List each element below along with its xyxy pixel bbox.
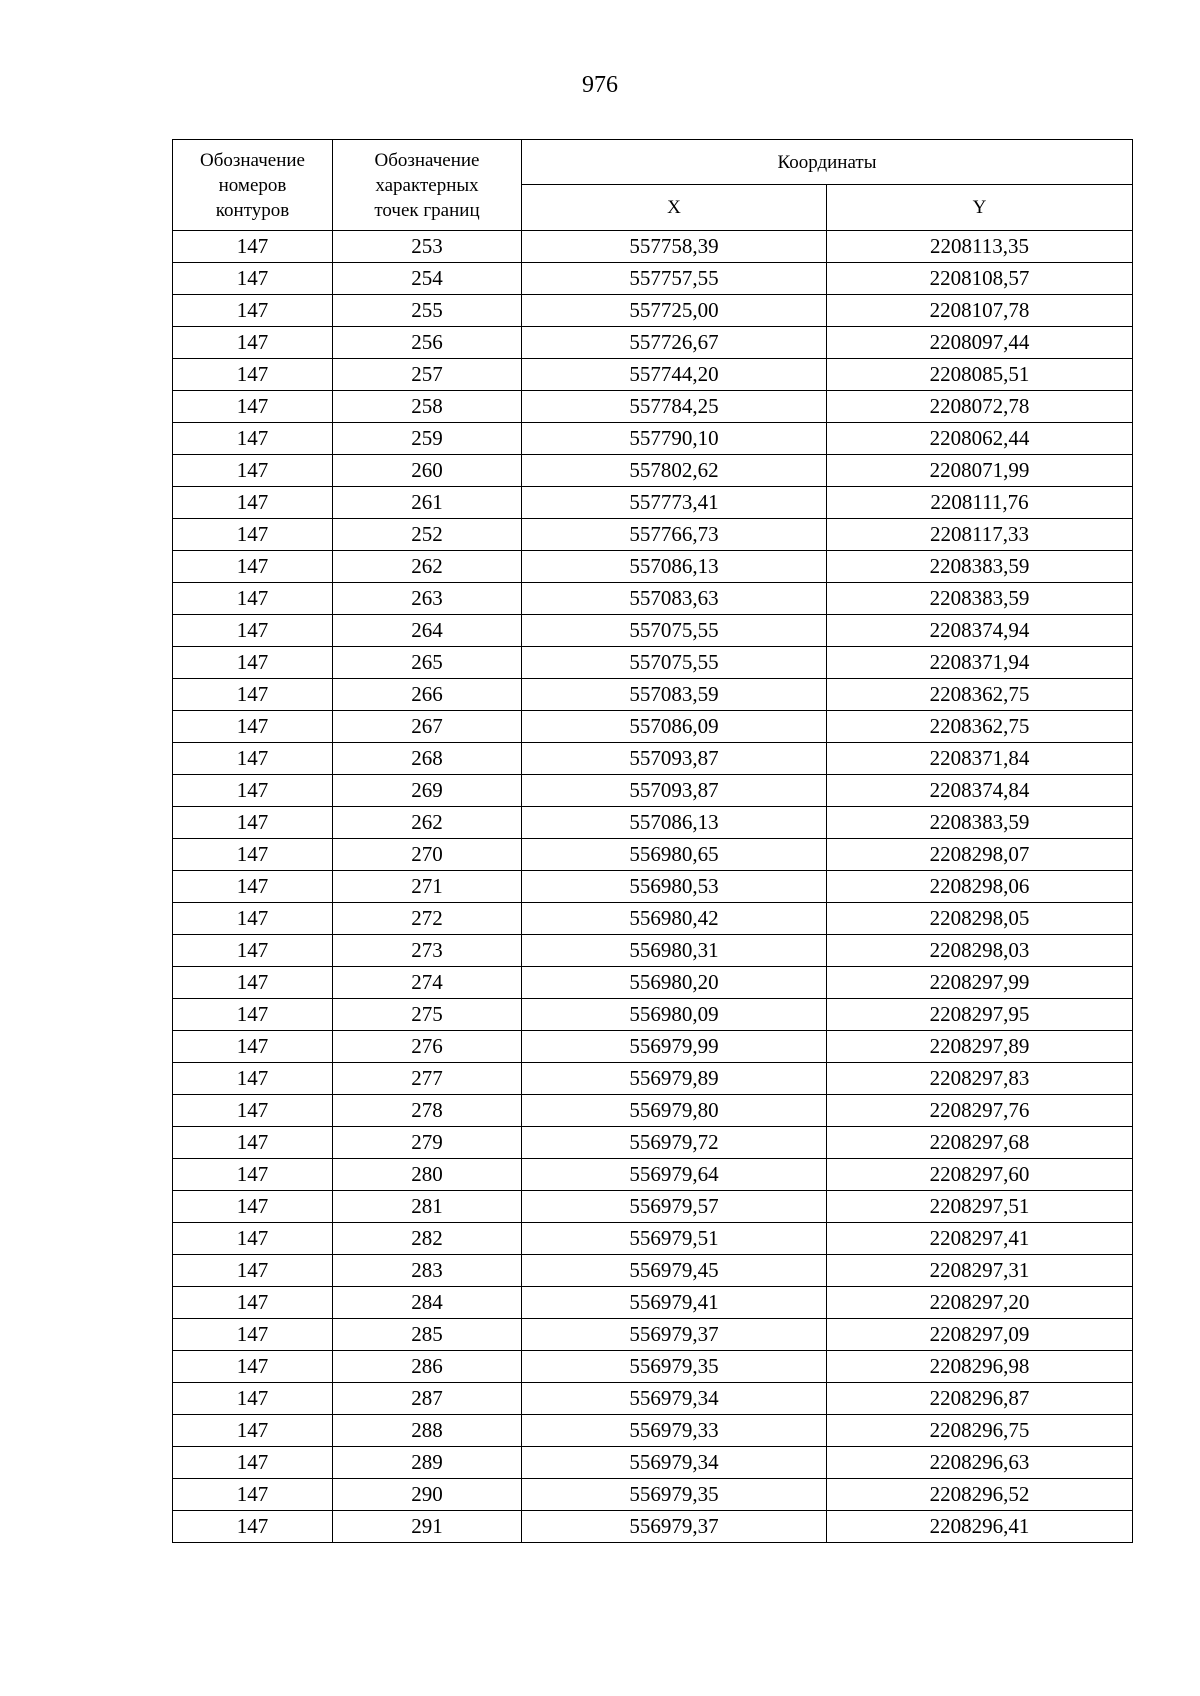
y-coordinate-cell: 2208097,44	[827, 327, 1133, 359]
y-coordinate-cell: 2208371,84	[827, 743, 1133, 775]
table-row	[173, 711, 1133, 743]
table-row	[173, 1095, 1133, 1127]
point-number-cell: 268	[333, 743, 522, 775]
contour-number-cell: 147	[173, 327, 333, 359]
x-coordinate-cell: 557086,13	[522, 807, 827, 839]
contour-number-cell: 147	[173, 455, 333, 487]
point-number-cell: 274	[333, 967, 522, 999]
point-number-cell: 286	[333, 1351, 522, 1383]
table-row	[173, 999, 1133, 1031]
y-coordinate-cell: 2208383,59	[827, 551, 1133, 583]
point-number-cell: 263	[333, 583, 522, 615]
contour-number-cell: 147	[173, 967, 333, 999]
x-coordinate-cell: 557725,00	[522, 295, 827, 327]
contour-header-line: контуров	[215, 199, 290, 221]
x-coordinate-cell: 556979,34	[522, 1383, 827, 1415]
y-coordinate-cell: 2208297,31	[827, 1255, 1133, 1287]
contour-number-cell: 147	[173, 423, 333, 455]
table-row	[173, 1223, 1133, 1255]
coordinates-header: Координаты	[522, 140, 1133, 185]
table-row	[173, 807, 1133, 839]
x-coordinate-cell: 557093,87	[522, 775, 827, 807]
y-coordinate-cell: 2208374,94	[827, 615, 1133, 647]
x-coordinate-cell: 557083,63	[522, 583, 827, 615]
table-row	[173, 391, 1133, 423]
y-coordinate-cell: 2208117,33	[827, 519, 1133, 551]
y-coordinate-cell: 2208296,41	[827, 1511, 1133, 1543]
x-coordinate-cell: 557086,13	[522, 551, 827, 583]
contour-number-cell: 147	[173, 295, 333, 327]
table-row	[173, 839, 1133, 871]
y-coordinate-cell: 2208297,68	[827, 1127, 1133, 1159]
y-coordinate-cell: 2208071,99	[827, 455, 1133, 487]
table-row	[173, 231, 1133, 263]
contour-number-cell: 147	[173, 903, 333, 935]
point-number-cell: 281	[333, 1191, 522, 1223]
contour-number-cell: 147	[173, 871, 333, 903]
x-coordinate-cell: 556979,89	[522, 1063, 827, 1095]
table-row	[173, 1383, 1133, 1415]
y-coordinate-cell: 2208296,63	[827, 1447, 1133, 1479]
y-coordinate-cell: 2208383,59	[827, 583, 1133, 615]
point-number-cell: 283	[333, 1255, 522, 1287]
contour-number-cell: 147	[173, 1095, 333, 1127]
contour-number-cell: 147	[173, 1479, 333, 1511]
y-coordinate-cell: 2208298,07	[827, 839, 1133, 871]
x-coordinate-cell: 556979,41	[522, 1287, 827, 1319]
x-coordinate-cell: 556980,42	[522, 903, 827, 935]
contour-number-cell: 147	[173, 359, 333, 391]
contour-number-cell: 147	[173, 1351, 333, 1383]
table-row	[173, 903, 1133, 935]
x-coordinate-cell: 557086,09	[522, 711, 827, 743]
y-coordinate-cell: 2208107,78	[827, 295, 1133, 327]
table-row	[173, 1255, 1133, 1287]
y-coordinate-cell: 2208297,51	[827, 1191, 1133, 1223]
contour-number-cell: 147	[173, 743, 333, 775]
x-coordinate-cell: 556980,31	[522, 935, 827, 967]
x-coordinate-cell: 556980,09	[522, 999, 827, 1031]
x-coordinate-cell: 556979,45	[522, 1255, 827, 1287]
x-coordinate-cell: 556980,20	[522, 967, 827, 999]
y-coordinate-cell: 2208297,99	[827, 967, 1133, 999]
point-number-cell: 273	[333, 935, 522, 967]
table-row	[173, 327, 1133, 359]
table-row	[173, 935, 1133, 967]
point-number-cell: 289	[333, 1447, 522, 1479]
x-coordinate-cell: 556979,99	[522, 1031, 827, 1063]
table-row	[173, 295, 1133, 327]
table-row	[173, 871, 1133, 903]
table-row	[173, 775, 1133, 807]
y-coordinate-cell: 2208297,76	[827, 1095, 1133, 1127]
contour-number-cell: 147	[173, 231, 333, 263]
x-coordinate-cell: 556980,53	[522, 871, 827, 903]
x-coordinate-cell: 557790,10	[522, 423, 827, 455]
point-number-cell: 285	[333, 1319, 522, 1351]
x-coordinate-cell: 556979,72	[522, 1127, 827, 1159]
table-header	[173, 140, 1133, 231]
table-row	[173, 1319, 1133, 1351]
y-coordinate-cell: 2208297,20	[827, 1287, 1133, 1319]
point-number-cell: 266	[333, 679, 522, 711]
point-number-cell: 267	[333, 711, 522, 743]
x-coordinate-cell: 557802,62	[522, 455, 827, 487]
point-number-cell: 265	[333, 647, 522, 679]
table-row	[173, 1127, 1133, 1159]
point-number-cell: 284	[333, 1287, 522, 1319]
contour-number-cell: 147	[173, 1383, 333, 1415]
point-number-cell: 287	[333, 1383, 522, 1415]
y-coordinate-cell: 2208298,06	[827, 871, 1133, 903]
point-header-line: Обозначение	[374, 149, 480, 171]
contour-number-cell: 147	[173, 807, 333, 839]
point-number-cell: 272	[333, 903, 522, 935]
x-coordinate-cell: 556979,33	[522, 1415, 827, 1447]
point-number-cell: 261	[333, 487, 522, 519]
y-coordinate-cell: 2208296,52	[827, 1479, 1133, 1511]
point-number-cell: 256	[333, 327, 522, 359]
x-coordinate-cell: 557075,55	[522, 647, 827, 679]
contour-number-cell: 147	[173, 615, 333, 647]
point-header-line: характерных	[375, 174, 479, 196]
table-row	[173, 1415, 1133, 1447]
contour-number-cell: 147	[173, 1127, 333, 1159]
table-row	[173, 1479, 1133, 1511]
table-row	[173, 455, 1133, 487]
contour-number-cell: 147	[173, 775, 333, 807]
x-coordinate-cell: 557093,87	[522, 743, 827, 775]
x-coordinate-cell: 557757,55	[522, 263, 827, 295]
table-row	[173, 967, 1133, 999]
contour-number-cell: 147	[173, 999, 333, 1031]
y-coordinate-cell: 2208362,75	[827, 711, 1133, 743]
table-row	[173, 1031, 1133, 1063]
y-coordinate-cell: 2208085,51	[827, 359, 1133, 391]
y-coordinate-cell: 2208383,59	[827, 807, 1133, 839]
point-header-line: точек границ	[374, 199, 480, 221]
y-coordinate-cell: 2208371,94	[827, 647, 1133, 679]
contour-header-line: Обозначение	[200, 149, 305, 171]
y-coordinate-cell: 2208374,84	[827, 775, 1133, 807]
contour-number-cell: 147	[173, 1191, 333, 1223]
table-body	[173, 231, 1133, 1543]
contour-number-cell: 147	[173, 551, 333, 583]
point-number-cell: 262	[333, 551, 522, 583]
x-coordinate-cell: 557744,20	[522, 359, 827, 391]
x-coordinate-cell: 556979,35	[522, 1351, 827, 1383]
coordinates-table	[172, 139, 1133, 1543]
table-row	[173, 551, 1133, 583]
x-coordinate-cell: 556979,35	[522, 1479, 827, 1511]
contour-number-header	[173, 140, 333, 231]
point-number-cell: 279	[333, 1127, 522, 1159]
point-number-cell: 270	[333, 839, 522, 871]
contour-number-cell: 147	[173, 1511, 333, 1543]
contour-number-cell: 147	[173, 263, 333, 295]
y-header: Y	[827, 185, 1133, 231]
point-number-cell: 258	[333, 391, 522, 423]
x-coordinate-cell: 556979,37	[522, 1319, 827, 1351]
point-number-cell: 280	[333, 1159, 522, 1191]
table-row	[173, 359, 1133, 391]
contour-header-line: номеров	[218, 174, 287, 196]
y-coordinate-cell: 2208113,35	[827, 231, 1133, 263]
y-coordinate-cell: 2208297,60	[827, 1159, 1133, 1191]
contour-number-cell: 147	[173, 519, 333, 551]
x-coordinate-cell: 556979,64	[522, 1159, 827, 1191]
y-coordinate-cell: 2208297,95	[827, 999, 1133, 1031]
contour-number-cell: 147	[173, 583, 333, 615]
y-coordinate-cell: 2208298,03	[827, 935, 1133, 967]
point-number-cell: 271	[333, 871, 522, 903]
y-coordinate-cell: 2208297,09	[827, 1319, 1133, 1351]
point-number-cell: 260	[333, 455, 522, 487]
y-coordinate-cell: 2208072,78	[827, 391, 1133, 423]
y-coordinate-cell: 2208297,41	[827, 1223, 1133, 1255]
contour-number-cell: 147	[173, 1415, 333, 1447]
y-coordinate-cell: 2208108,57	[827, 263, 1133, 295]
x-coordinate-cell: 556980,65	[522, 839, 827, 871]
table-row	[173, 263, 1133, 295]
contour-number-cell: 147	[173, 1031, 333, 1063]
table-row	[173, 1351, 1133, 1383]
table-row	[173, 615, 1133, 647]
y-coordinate-cell: 2208296,98	[827, 1351, 1133, 1383]
y-coordinate-cell: 2208296,87	[827, 1383, 1133, 1415]
x-coordinate-cell: 557726,67	[522, 327, 827, 359]
table-row	[173, 583, 1133, 615]
contour-number-cell: 147	[173, 1063, 333, 1095]
contour-number-cell: 147	[173, 1223, 333, 1255]
point-number-cell: 254	[333, 263, 522, 295]
y-coordinate-cell: 2208297,89	[827, 1031, 1133, 1063]
x-coordinate-cell: 556979,51	[522, 1223, 827, 1255]
x-coordinate-cell: 557075,55	[522, 615, 827, 647]
x-coordinate-cell: 557758,39	[522, 231, 827, 263]
contour-number-cell: 147	[173, 839, 333, 871]
contour-number-cell: 147	[173, 1255, 333, 1287]
x-coordinate-cell: 556979,57	[522, 1191, 827, 1223]
table-row	[173, 1063, 1133, 1095]
contour-number-cell: 147	[173, 1287, 333, 1319]
table-row	[173, 487, 1133, 519]
x-coordinate-cell: 557784,25	[522, 391, 827, 423]
point-number-cell: 269	[333, 775, 522, 807]
point-number-cell: 276	[333, 1031, 522, 1063]
table-row	[173, 1191, 1133, 1223]
point-number-cell: 262	[333, 807, 522, 839]
point-number-cell: 277	[333, 1063, 522, 1095]
point-number-cell: 259	[333, 423, 522, 455]
contour-number-cell: 147	[173, 711, 333, 743]
x-coordinate-cell: 557766,73	[522, 519, 827, 551]
table-row	[173, 743, 1133, 775]
table-row	[173, 519, 1133, 551]
point-number-cell: 275	[333, 999, 522, 1031]
x-coordinate-cell: 557773,41	[522, 487, 827, 519]
contour-number-cell: 147	[173, 679, 333, 711]
table-row	[173, 1511, 1133, 1543]
table-row	[173, 1287, 1133, 1319]
y-coordinate-cell: 2208062,44	[827, 423, 1133, 455]
point-number-cell: 291	[333, 1511, 522, 1543]
point-number-cell: 264	[333, 615, 522, 647]
point-number-cell: 278	[333, 1095, 522, 1127]
table-row	[173, 423, 1133, 455]
table-row	[173, 647, 1133, 679]
page-number: 976	[582, 72, 618, 98]
point-number-cell: 255	[333, 295, 522, 327]
x-coordinate-cell: 556979,37	[522, 1511, 827, 1543]
contour-number-cell: 147	[173, 1319, 333, 1351]
point-number-cell: 252	[333, 519, 522, 551]
contour-number-cell: 147	[173, 647, 333, 679]
boundary-point-header	[333, 140, 522, 231]
x-header: X	[522, 185, 827, 231]
point-number-cell: 257	[333, 359, 522, 391]
contour-number-cell: 147	[173, 1447, 333, 1479]
y-coordinate-cell: 2208111,76	[827, 487, 1133, 519]
point-number-cell: 290	[333, 1479, 522, 1511]
y-coordinate-cell: 2208362,75	[827, 679, 1133, 711]
table-row	[173, 679, 1133, 711]
contour-number-cell: 147	[173, 391, 333, 423]
x-coordinate-cell: 557083,59	[522, 679, 827, 711]
x-coordinate-cell: 556979,34	[522, 1447, 827, 1479]
table-row	[173, 1159, 1133, 1191]
y-coordinate-cell: 2208296,75	[827, 1415, 1133, 1447]
point-number-cell: 288	[333, 1415, 522, 1447]
point-number-cell: 253	[333, 231, 522, 263]
contour-number-cell: 147	[173, 935, 333, 967]
table-row	[173, 1447, 1133, 1479]
point-number-cell: 282	[333, 1223, 522, 1255]
contour-number-cell: 147	[173, 1159, 333, 1191]
y-coordinate-cell: 2208298,05	[827, 903, 1133, 935]
x-coordinate-cell: 556979,80	[522, 1095, 827, 1127]
contour-number-cell: 147	[173, 487, 333, 519]
y-coordinate-cell: 2208297,83	[827, 1063, 1133, 1095]
